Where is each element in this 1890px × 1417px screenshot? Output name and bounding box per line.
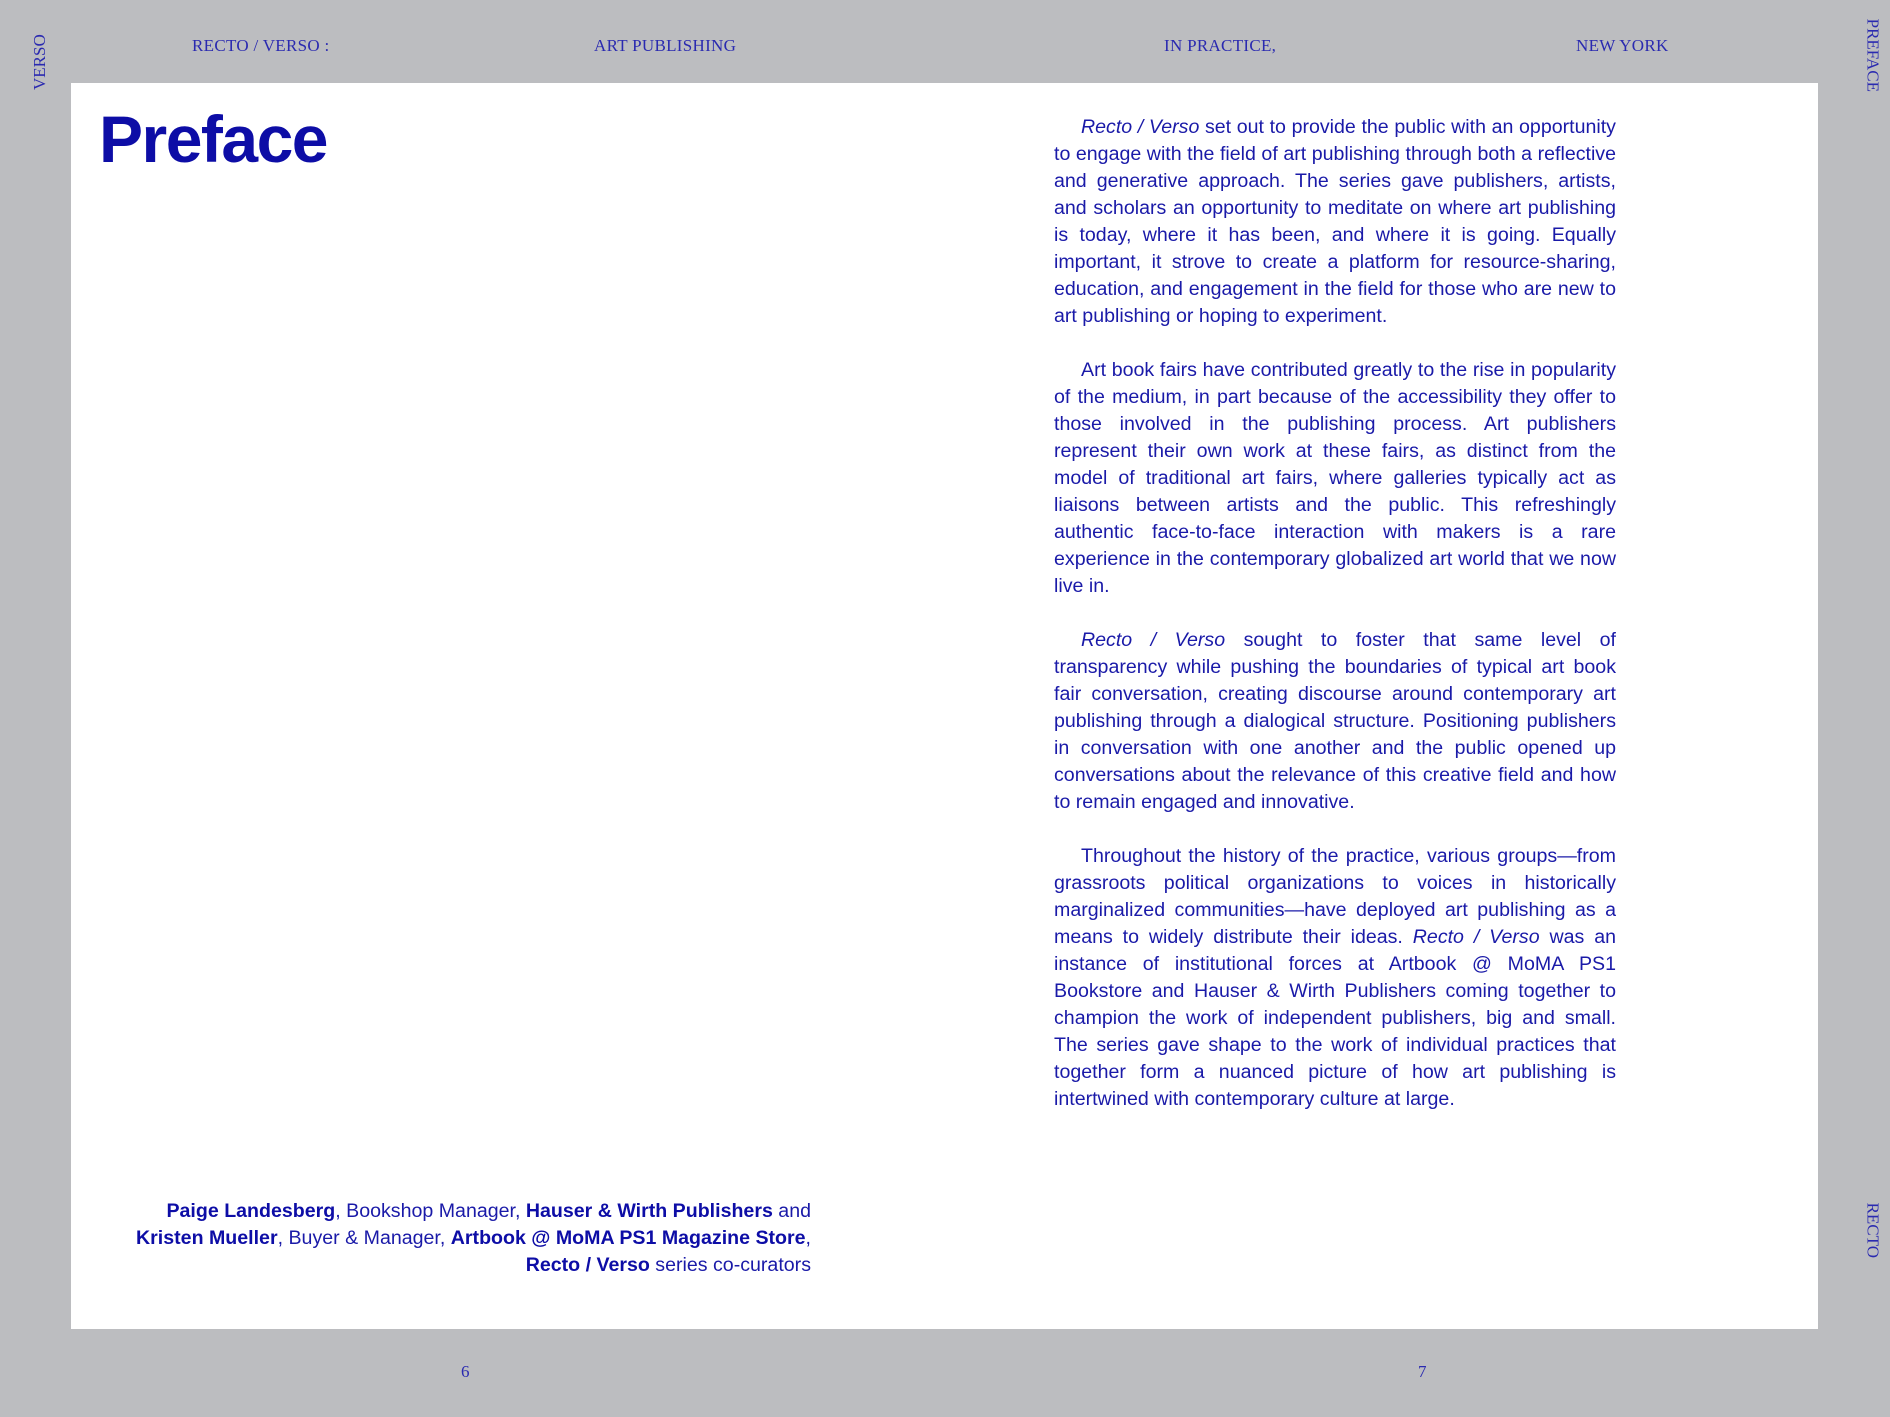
credits-block [136, 1198, 811, 1279]
running-header-item-2: ART PUBLISHING [594, 36, 737, 55]
preface-body [1054, 114, 1616, 1140]
page-title: Preface [99, 102, 328, 176]
side-label-verso: VERSO [30, 34, 49, 90]
page-spread [71, 83, 1818, 1329]
credit-line-2 [136, 1225, 811, 1252]
credit-org-1: Hauser & Wirth Publishers [525, 1200, 773, 1222]
paragraph-1-text: set out to provide the public with an opportunity to engage with the field of art publishing through both a reflective and generative approach. The series gave publishers, artists, and scholars an opportunity to meditate on where art publishing is today, where it has been, and where it is going. Equally important, it strove to create a platform for resource-sharing, education, and engagement in the field for those who are new to art publishing or hoping to experiment. [1054, 116, 1616, 327]
page-number-left: 6 [461, 1362, 470, 1381]
credit-name-3: Recto / Verso [525, 1254, 650, 1276]
credit-org-2: Artbook @ MoMA PS1 Magazine Store [450, 1227, 806, 1249]
paragraph-1-italic: Recto / Verso [1081, 116, 1200, 138]
paragraph-4-text-after: was an instance of institutional forces at Artbook @ MoMA PS1 Bookstore and Hauser & Wirth Publishers coming together to champion the work of independent publishers, big and small. The series gave shape to the work of individual practices that together form a nuanced picture of how art publishing is intertwined with contemporary culture at large. [1054, 926, 1616, 1110]
paragraph-4-text: Throughout the history of the practice, various groups—from grassroots political organizations to voices in historically marginalized communities—have deployed art publishing as a means to widely distribute their ideas. [1054, 845, 1616, 948]
credit-tail-1: and [772, 1200, 811, 1222]
credit-line-1 [136, 1198, 811, 1225]
credit-name-2: Kristen Mueller [136, 1227, 278, 1249]
running-header-item-1: RECTO / VERSO : [192, 36, 330, 55]
credit-line-3 [136, 1252, 811, 1279]
running-header-item-3: IN PRACTICE, [1164, 36, 1277, 55]
credit-name-1: Paige Landesberg [166, 1200, 336, 1222]
credit-role-1: , Bookshop Manager, [335, 1200, 526, 1222]
credit-role-2: , Buyer & Manager, [277, 1227, 451, 1249]
paragraph-2 [1054, 357, 1616, 600]
side-label-preface: PREFACE [1863, 18, 1882, 92]
running-header-item-4: NEW YORK [1576, 36, 1669, 55]
page-number-right: 7 [1418, 1362, 1427, 1381]
side-label-recto: RECTO [1863, 1202, 1882, 1258]
paragraph-1 [1054, 114, 1616, 330]
paragraph-3-italic: Recto / Verso [1081, 629, 1226, 651]
paragraph-3-text: sought to foster that same level of transparency while pushing the boundaries of typical art book fair conversation, creating discourse around contemporary art publishing through a dialogical structure. Positioning publishers in conversation with one another and the public opened up conversations about the relevance of this creative field and how to remain engaged and innovative. [1054, 629, 1616, 813]
paragraph-3 [1054, 627, 1616, 816]
paragraph-4 [1054, 843, 1616, 1113]
credit-tail-2: , [805, 1227, 811, 1249]
credit-tail-3: series co-curators [649, 1254, 811, 1276]
paragraph-2-text: Art book fairs have contributed greatly to the rise in popularity of the medium, in part because of the accessibility they offer to those involved in the publishing process. Art publishers represent their own work at these fairs, as distinct from the model of traditional art fairs, where galleries typically act as liaisons between artists and the public. This refreshingly authentic face-to-face interaction with makers is a rare experience in the contemporary globalized art world that we now live in. [1054, 359, 1616, 597]
paragraph-4-italic: Recto / Verso [1412, 926, 1540, 948]
